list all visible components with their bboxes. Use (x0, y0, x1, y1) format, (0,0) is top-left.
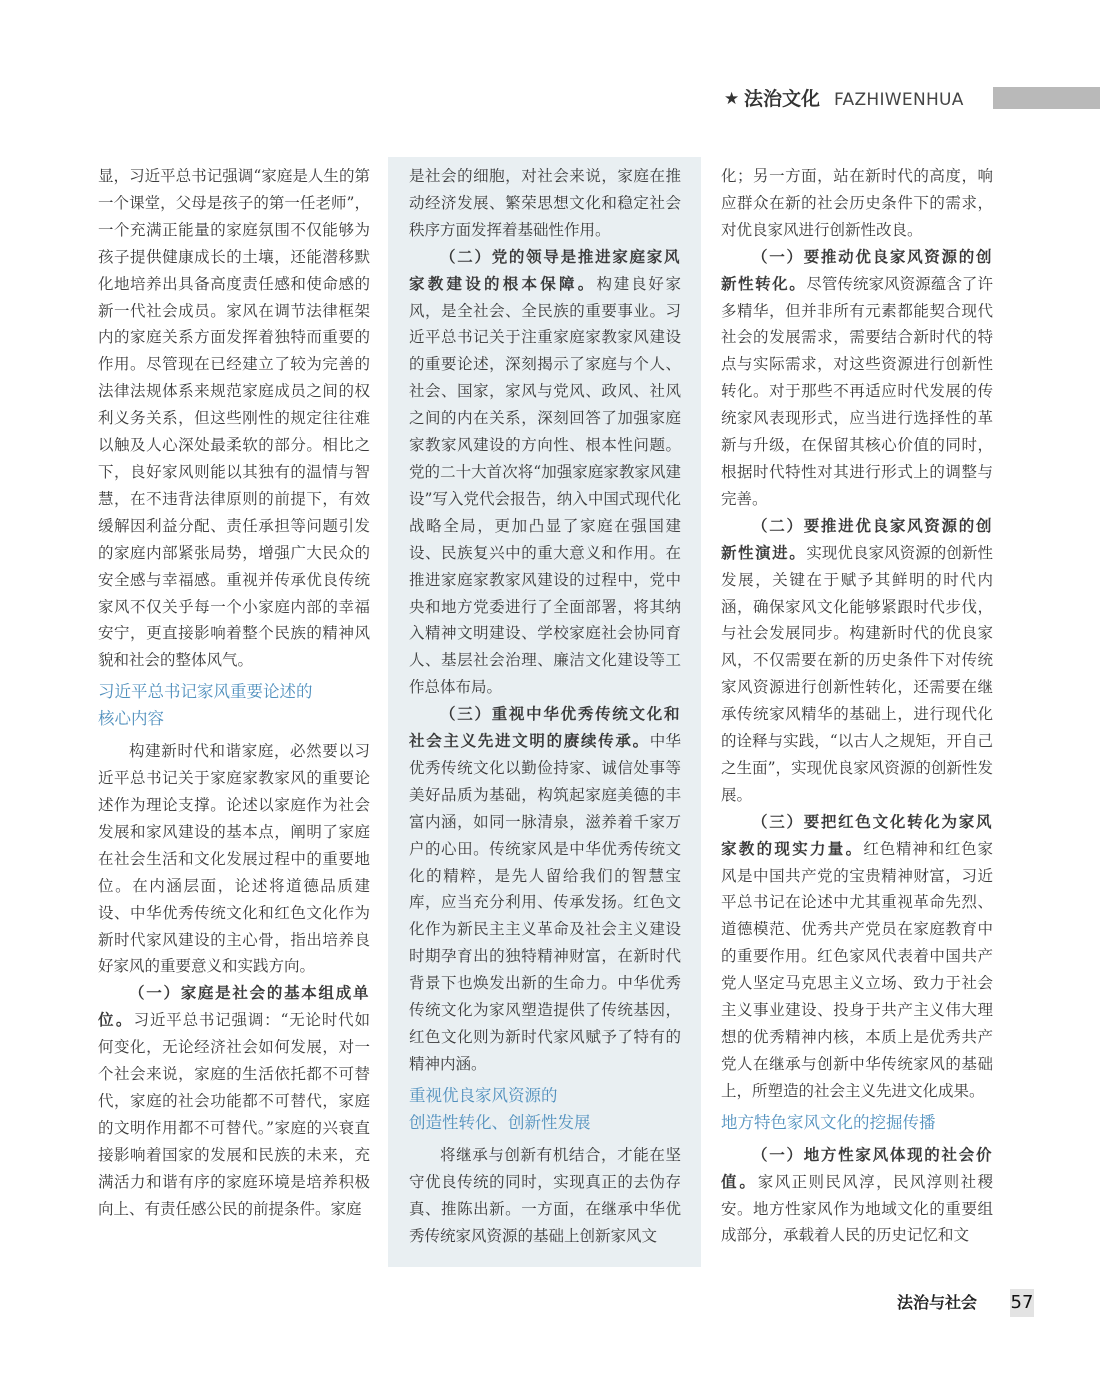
magazine-name: 法治与社会 (897, 1293, 978, 1312)
col3-p2-body: 尽管传统家风资源蕴含了许多精华，但并非所有元素都能契合现代社会的发展需求，需要结合新时代的特点与实际需求，对这些资源进行创新性转化。对于那些不再适应时代发展的传统家风表现形式，应当进行选择性的革新与升级，在保留其核心价值的同时，根据时代特性对其进行形式上的调整与完善。 (721, 274, 993, 508)
col1-paragraph-3 (98, 980, 370, 1222)
col2-paragraph-2 (409, 244, 681, 701)
col2-section-heading (409, 1082, 681, 1136)
col3-p4-lead: （三）要把红色文化转化为家风家教的现实力量。 (721, 811, 993, 858)
col1-heading-line1: 习近平总书记家风重要论述的 (98, 682, 313, 702)
col2-p3-lead: （三）重视中华优秀传统文化和社会主义先进文明的赓续传承。 (409, 704, 681, 751)
column-2 (409, 163, 681, 1249)
col3-p3-body: 实现优良家风资源的创新性发展，关键在于赋予其鲜明的时代内涵，确保家风文化能够紧跟时代步伐，与社会发展同步。构建新时代的优良家风，不仅需要在新的历史条件下对传统家风资源进行创新性转化，还需要在继承传统家风精华的基础上，进行现代化的诠释与实践，“以古人之规矩，开自己之生面”，实现优良家风资源的创新性发展。 (721, 543, 993, 804)
col1-paragraph-2: 构建新时代和谐家庭，必然要以习近平总书记关于家庭家教家风的重要论述作为理论支撑。论述以家庭作为社会发展和家风建设的基本点，阐明了家庭在社会生活和文化发展过程中的重要地位。在内涵层面，论述将道德品质建设、中华优秀传统文化和红色文化作为新时代家风建设的主心骨，指出培养良好家风的重要意义和实践方向。 (98, 742, 370, 976)
col2-paragraph-4: 将继承与创新有机结合，才能在坚守优良传统的同时，实现真正的去伪存真、推陈出新。一方面，在继承中华优秀传统家风资源的基础上创新家风文 (409, 1145, 681, 1245)
col3-p2-lead: （一）要推动优良家风资源的创新性转化。 (721, 246, 993, 293)
col3-p4-body: 红色精神和红色家风是中国共产党的宝贵精神财富，习近平总书记在论述中尤其重视革命先烈、道德模范、优秀共产党员在家庭教育中的重要作用。红色家风代表着中国共产党人坚定马克思主义立场、致力于社会主义事业建设、投身于共产主义伟大理想的优秀精神内核，本质上是优秀共产党人在继承与创新中华传统家风的基础上，所塑造的社会主义先进文化成果。 (721, 839, 993, 1100)
col2-p3-body: 中华优秀传统文化以勤俭持家、诚信处事等美好品质为基础，构筑起家庭美德的丰富内涵，如同一脉清泉，滋养着千家万户的心田。传统家风是中华优秀传统文化的精粹，是先人留给我们的智慧宝库，应当充分利用、传承发扬。红色文化作为新民主主义革命及社会主义建设时期孕育出的独特精神财富，在新时代背景下也焕发出新的生命力。中华优秀传统文化为家风塑造提供了传统基因，红色文化则为新时代家风赋予了特有的精神内涵。 (409, 732, 681, 1073)
section-title-en: FAZHIWENHUA (834, 90, 964, 110)
col3-paragraph-5 (721, 1142, 993, 1250)
col1-heading-line2: 核心内容 (98, 709, 164, 729)
col2-heading-line1: 重视优良家风资源的 (409, 1085, 558, 1105)
col3-paragraph-4 (721, 809, 993, 1105)
col1-p3-lead: （一）家庭是社会的基本组成单位。 (98, 983, 370, 1030)
col3-p5-lead: （一）地方性家风体现的社会价值。 (721, 1144, 993, 1191)
col2-p2-body: 构建良好家风，是全社会、全民族的重要事业。习近平总书记关于注重家庭家教家风建设的重要论述，深刻揭示了家庭与个人、社会、国家，家风与党风、政风、社风之间的内在关系，深刻回答了加强家庭家教家风建设的方向性、根本性问题。党的二十大首次将“加强家庭家教家风建设”写入党代会报告，纳入中国式现代化战略全局，更加凸显了家庭在强国建设、民族复兴中的重大意义和作用。在推进家庭家教家风建设的过程中，党中央和地方党委进行了全面部署，将其纳入精神文明建设、学校家庭社会协同育人、基层社会治理、廉洁文化建设等工作总体布局。 (409, 274, 681, 697)
star-icon: ★ (724, 89, 740, 109)
col3-section-heading: 地方特色家风文化的挖掘传播 (721, 1112, 936, 1132)
col2-p2-lead: （二）党的领导是推进家庭家风家教建设的根本保障。 (409, 246, 681, 293)
col1-paragraph-1: 显，习近平总书记强调“家庭是人生的第一个课堂，父母是孩子的第一任老师”，一个充满正能量的家庭氛围不仅能够为孩子提供健康成长的土壤，还能潜移默化地培养出具备高度责任感和使命感的新一代社会成员。家风在调节法律框架内的家庭关系方面发挥着独特而重要的作用。尽管现在已经建立了较为完善的法律法规体系来规范家庭成员之间的权利义务关系，但这些刚性的规定往往难以触及人心深处最柔软的部分。相比之下，良好家风则能以其独有的温情与智慧，在不违背法律原则的前提下，有效缓解因利益分配、责任承担等问题引发的家庭内部紧张局势，增强广大民众的安全感与幸福感。重视并传承优良传统家风不仅关乎每一个小家庭内部的幸福安宁，更直接影响着整个民族的精神风貌和社会的整体风气。 (98, 167, 370, 670)
col1-section-heading (98, 678, 370, 732)
col3-paragraph-1: 化；另一方面，站在新时代的高度，响应群众在新的社会历史条件下的需求，对优良家风进行创新性改良。 (721, 167, 993, 239)
column-3 (721, 163, 993, 1249)
col2-heading-line2: 创造性转化、创新性发展 (409, 1112, 591, 1132)
header-bar (993, 87, 1100, 109)
col3-paragraph-3 (721, 513, 993, 809)
col2-paragraph-1: 是社会的细胞，对社会来说，家庭在推动经济发展、繁荣思想文化和稳定社会秩序方面发挥着基础性作用。 (409, 167, 681, 239)
section-header (0, 86, 1100, 112)
col2-paragraph-3 (409, 701, 681, 1078)
col3-p5-body: 家风正则民风淳，民风淳则社稷安。地方性家风作为地域文化的重要组成部分，承载着人民的历史记忆和文 (721, 1172, 993, 1245)
section-title-cn: 法治文化 (744, 88, 821, 110)
col1-p3-body: 习近平总书记强调：“无论时代如何变化，无论经济社会如何发展，对一个社会来说，家庭的生活依托都不可替代，家庭的社会功能都不可替代，家庭的文明作用都不可替代。”家庭的兴衰直接影响着国家的发展和民族的未来，充满活力和谐有序的家庭环境是培养积极向上、有责任感公民的前提条件。家庭 (98, 1011, 370, 1218)
col3-paragraph-2 (721, 244, 993, 513)
col3-p3-lead: （二）要推进优良家风资源的创新性演进。 (721, 515, 993, 562)
column-1 (98, 163, 370, 1223)
page-number: 57 (1010, 1289, 1034, 1317)
